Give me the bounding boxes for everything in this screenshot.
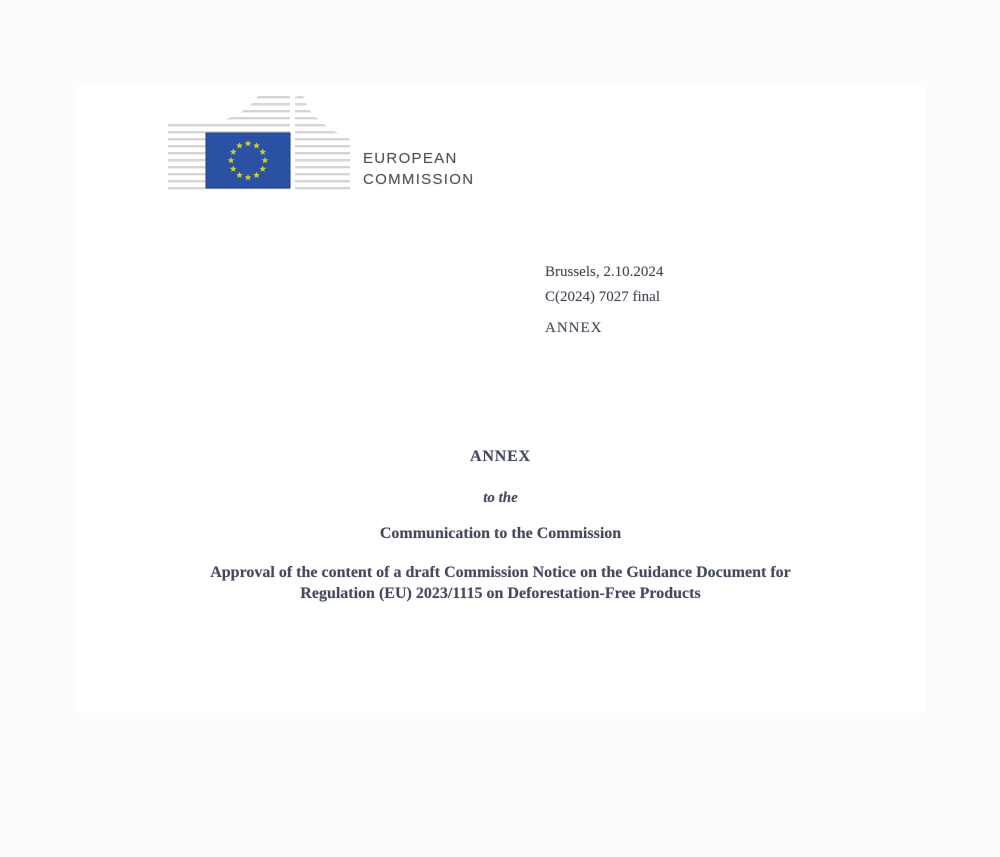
european-commission-logo [168,95,350,195]
document-page [75,86,926,713]
document-reference: C(2024) 7027 final [545,289,660,305]
communication-heading: Communication to the Commission [379,525,622,542]
logo-text-commission: COMMISSION [363,171,475,188]
subject-title-line1: Approval of the content of a draft Commission Notice on the Guidance Document for [210,564,791,581]
subject-title [141,562,861,604]
header-block [545,260,663,310]
annex-heading: ANNEX [470,448,531,465]
logo-text-european: EUROPEAN [363,150,458,167]
annex-label: ANNEX [545,320,603,336]
ec-logo-graphic [168,95,350,195]
subject-title-line2: Regulation (EU) 2023/1115 on Deforestation-Free Products [300,585,701,602]
logo-wordmark [363,148,474,190]
to-the-subheading: to the [483,490,518,506]
place-date: Brussels, 2.10.2024 [545,264,664,280]
